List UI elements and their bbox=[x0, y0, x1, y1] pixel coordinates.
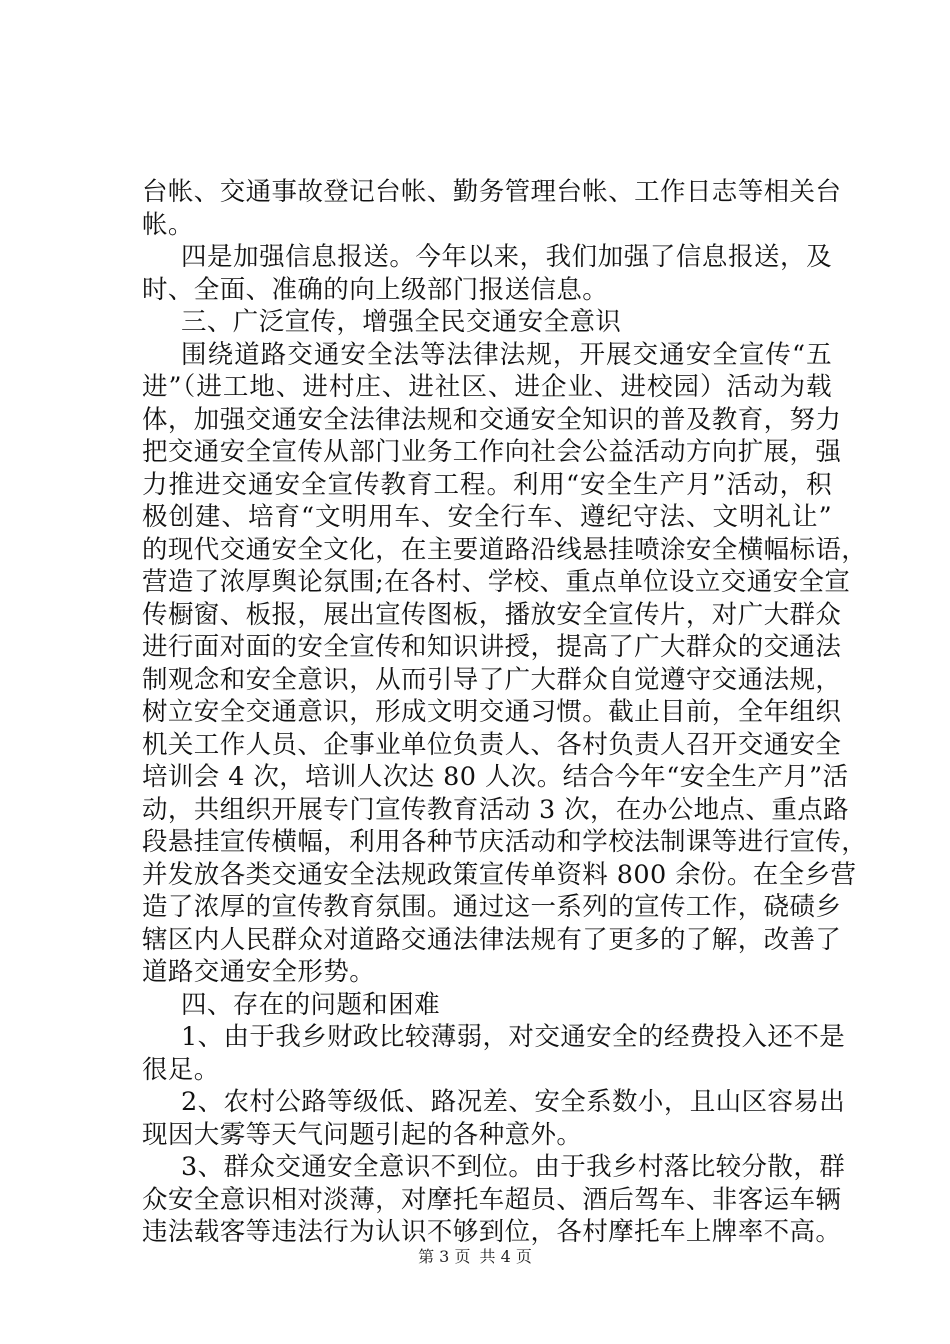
text-line: 体，加强交通安全法律法规和交通安全知识的普及教育，努力 bbox=[142, 404, 842, 435]
text-line: 现因大雾等天气问题引起的各种意外。 bbox=[142, 1119, 583, 1150]
text-line: 违法载客等违法行为认识不够到位，各村摩托车上牌率不高。 bbox=[142, 1217, 842, 1247]
text-line: 动，共组织开展专门宣传教育活动 3 次，在办公地点、重点路 bbox=[142, 794, 850, 825]
text-line: 并发放各类交通安全法规政策宣传单资料 800 余份。在全乡营 bbox=[142, 859, 857, 890]
text-line: 帐。 bbox=[142, 209, 194, 240]
text-line: 机关工作人员、企事业单位负责人、各村负责人召开交通安全 bbox=[142, 729, 842, 760]
text-line: 台帐、交通事故登记台帐、勤务管理台帐、工作日志等相关台 bbox=[142, 177, 842, 207]
text-line: 进”（进工地、进村庄、进社区、进企业、进校园）活动为载 bbox=[142, 372, 832, 402]
text-line: 3、群众交通安全意识不到位。由于我乡村落比较分散，群 bbox=[181, 1152, 846, 1182]
page-footer bbox=[0, 1244, 950, 1267]
page-total: 共 4 页 bbox=[479, 1247, 532, 1266]
text-line: 培训会 4 次，培训人次达 80 人次。结合今年“安全生产月”活 bbox=[142, 762, 849, 792]
text-line: 树立安全交通意识，形成文明交通习惯。截止目前，全年组织 bbox=[142, 697, 842, 727]
page-number: 第 3 页 bbox=[418, 1247, 471, 1266]
text-line: 三、广泛宣传，增强全民交通安全意识 bbox=[181, 307, 622, 337]
text-line: 2、农村公路等级低、路况差、安全系数小，且山区容易出 bbox=[181, 1087, 846, 1117]
text-line: 四、存在的问题和困难 bbox=[181, 989, 441, 1020]
text-line: 造了浓厚的宣传教育氛围。通过这一系列的宣传工作，硗碛乡 bbox=[142, 892, 842, 922]
document-body bbox=[142, 176, 868, 1249]
text-line: 很足。 bbox=[142, 1054, 220, 1085]
text-line: 众安全意识相对淡薄，对摩托车超员、酒后驾车、非客运车辆 bbox=[142, 1184, 842, 1215]
text-line: 极创建、培育“文明用车、安全行车、遵纪守法、文明礼让” bbox=[142, 502, 832, 532]
text-line: 辖区内人民群众对道路交通法律法规有了更多的了解，改善了 bbox=[142, 924, 842, 955]
text-line: 段悬挂宣传横幅，利用各种节庆活动和学校法制课等进行宣传， bbox=[142, 827, 868, 857]
text-line: 围绕道路交通安全法等法律法规，开展交通安全宣传“五 bbox=[181, 339, 832, 370]
text-line: 营造了浓厚舆论氛围;在各村、学校、重点单位设立交通安全宣 bbox=[142, 567, 851, 597]
text-line: 时、全面、准确的向上级部门报送信息。 bbox=[142, 274, 609, 305]
text-line: 传橱窗、板报，展出宣传图板，播放安全宣传片，对广大群众 bbox=[142, 599, 842, 630]
text-line: 进行面对面的安全宣传和知识讲授，提高了广大群众的交通法 bbox=[142, 632, 842, 662]
text-line: 把交通安全宣传从部门业务工作向社会公益活动方向扩展，强 bbox=[142, 437, 842, 467]
text-line: 的现代交通安全文化，在主要道路沿线悬挂喷涂安全横幅标语， bbox=[142, 534, 868, 565]
text-line: 制观念和安全意识，从而引导了广大群众自觉遵守交通法规， bbox=[142, 664, 842, 695]
text-line: 四是加强信息报送。今年以来，我们加强了信息报送，及 bbox=[181, 242, 832, 272]
text-line: 1、由于我乡财政比较薄弱，对交通安全的经费投入还不是 bbox=[181, 1022, 846, 1052]
text-line: 力推进交通安全宣传教育工程。利用“安全生产月”活动，积 bbox=[142, 469, 832, 500]
text-line: 道路交通安全形势。 bbox=[142, 957, 376, 987]
